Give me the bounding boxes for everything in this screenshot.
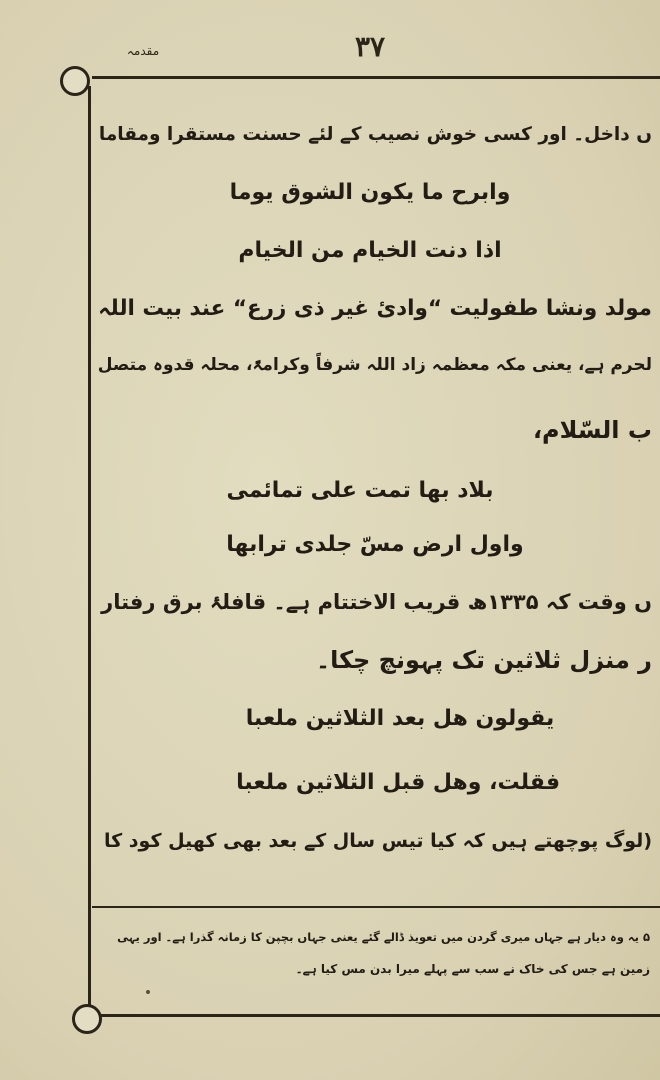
body-line-2: مولد ونشا طفولیت “وادیٔ غیر ذی زرع“ عند بیت اللہ xyxy=(98,296,652,321)
page-number: ۳۷ xyxy=(354,30,386,63)
footnote-line-2: زمین ہے جس کی خاک نے سب سے پہلے میرا بدن مس کیا ہے۔ xyxy=(295,962,650,976)
running-head: مقدمہ xyxy=(126,44,160,58)
body-line-3: لحرم ہے، یعنی مکہ معظمہ زاد اللہ شرفاً وکرامۃً، محلہ قدوہ متصل xyxy=(97,355,652,375)
frame-corner-ornament-bottom xyxy=(72,1004,102,1034)
frame-corner-ornament-top xyxy=(60,66,90,96)
frame-bottom-rule xyxy=(100,1014,660,1017)
verse-line-2: اذا دنت الخیام من الخیام xyxy=(238,238,502,263)
body-line-1: ں داخل۔ اور کسی خوش نصیب کے لئے حسنت مستقرا ومقاما xyxy=(98,124,652,145)
verse-line-3: بلاد بھا تمت علی تمائمی xyxy=(226,478,494,503)
verse-line-6: فقلت، وھل قبل الثلاثین ملعبا xyxy=(236,770,560,795)
body-line-4: ب السّلام، xyxy=(532,416,652,444)
verse-line-5: یقولون ھل بعد الثلاثین ملعبا xyxy=(245,706,555,731)
body-line-7: (لوگ پوچھتے ہیں کہ کیا تیس سال کے بعد بھی کھیل کود کا xyxy=(103,830,652,852)
body-line-5: ں وقت کہ ۱۳۳۵ھ قریب الاختتام ہے۔ قافلۂ برق رفتار xyxy=(101,590,652,614)
frame-left-rule xyxy=(88,86,91,1018)
ink-speck xyxy=(146,990,150,994)
frame-top-rule xyxy=(92,76,660,79)
verse-line-1: وابرح ما یکون الشوق یوما xyxy=(229,180,511,205)
verse-line-4: واول ارض مسّ جلدی ترابھا xyxy=(226,532,524,557)
footnote-divider xyxy=(92,906,660,908)
body-line-6: ر منزل ثلاثین تک پہونچ چکا۔ xyxy=(316,646,652,674)
footnote-line-1: ۵ یہ وہ دیار ہے جہاں میری گردن میں تعویذ ڈالے گئے یعنی جہاں بچپن کا زمانہ گذرا ہے۔ اور یہی xyxy=(117,930,650,944)
